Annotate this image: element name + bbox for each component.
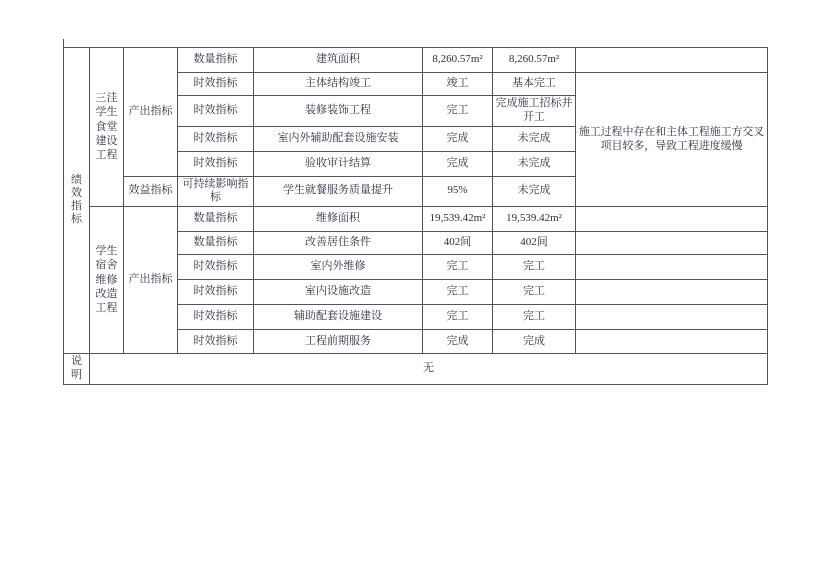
indicator-name-cell: 主体结构竣工 [254,73,423,96]
indicator-name-cell: 改善居住条件 [254,232,423,255]
remark-empty-cell [576,232,768,255]
indicator-name-cell: 工程前期服务 [254,330,423,354]
project1-name: 三洼学生食堂建设工程 [95,92,118,162]
target-value-cell: 402间 [423,232,493,255]
actual-value-cell: 8,260.57m² [493,48,576,73]
target-value-cell: 完工 [423,280,493,305]
target-value-cell: 95% [423,176,493,207]
actual-value-cell: 402间 [493,232,576,255]
remark-cell: 施工过程中存在和主体工程施工方交叉项目较多，导致工程进度缓慢 [576,73,768,207]
indicator-type-cell: 数量指标 [178,207,254,232]
table-row [64,207,768,232]
indicator-name-cell: 装修装饰工程 [254,96,423,127]
actual-value-cell: 完工 [493,305,576,330]
indicator-type-cell: 时效指标 [178,330,254,354]
indicator-type-cell: 时效指标 [178,73,254,96]
target-value-cell: 完成 [423,330,493,354]
table-row [64,354,768,385]
project2-name: 学生宿舍维修改造工程 [95,245,118,315]
target-value-cell: 8,260.57m² [423,48,493,73]
indicator-name-cell: 室内外辅助配套设施安装 [254,126,423,151]
actual-value-cell: 19,539.42m² [493,207,576,232]
left-border-continuation [63,39,64,47]
indicator-name-cell: 辅助配套设施建设 [254,305,423,330]
note-label-cell: 说明 [64,354,90,385]
indicator-name-cell: 室内外维修 [254,255,423,280]
actual-value-cell: 未完成 [493,126,576,151]
actual-value-cell: 完工 [493,255,576,280]
project2-name-cell [90,207,124,354]
indicator-type-cell: 时效指标 [178,255,254,280]
target-value-cell: 完工 [423,96,493,127]
performance-indicator-table [63,47,768,385]
remark-empty-cell [576,48,768,73]
target-value-cell: 完成 [423,126,493,151]
target-value-cell: 竣工 [423,73,493,96]
indicator-name-cell: 维修面积 [254,207,423,232]
actual-value-cell: 未完成 [493,176,576,207]
remark-empty-cell [576,207,768,232]
row-group-header-cell [64,48,90,354]
indicator-name-cell: 学生就餐服务质量提升 [254,176,423,207]
indicator-name-cell: 建筑面积 [254,48,423,73]
target-value-cell: 19,539.42m² [423,207,493,232]
note-value-cell: 无 [90,354,768,385]
output-indicator-group-cell: 产出指标 [124,48,178,177]
remark-empty-cell [576,330,768,354]
remark-empty-cell [576,280,768,305]
target-value-cell: 完工 [423,255,493,280]
performance-indicator-header: 绩效指标 [71,173,82,226]
indicator-type-cell: 可持续影响指标 [178,176,254,207]
actual-value-cell: 完工 [493,280,576,305]
benefit-indicator-group-cell: 效益指标 [124,176,178,207]
target-value-cell: 完成 [423,151,493,176]
actual-value-cell: 完成 [493,330,576,354]
project1-name-cell [90,48,124,207]
actual-value-cell: 基本完工 [493,73,576,96]
target-value-cell: 完工 [423,305,493,330]
indicator-type-cell: 时效指标 [178,96,254,127]
output-indicator-group-cell: 产出指标 [124,207,178,354]
actual-value-cell: 未完成 [493,151,576,176]
indicator-name-cell: 室内设施改造 [254,280,423,305]
table-row [64,48,768,73]
remark-empty-cell [576,255,768,280]
indicator-type-cell: 数量指标 [178,48,254,73]
remark-empty-cell [576,305,768,330]
indicator-type-cell: 时效指标 [178,280,254,305]
indicator-name-cell: 验收审计结算 [254,151,423,176]
actual-value-cell: 完成施工招标并开工 [493,96,576,127]
indicator-type-cell: 时效指标 [178,305,254,330]
indicator-type-cell: 数量指标 [178,232,254,255]
indicator-type-cell: 时效指标 [178,151,254,176]
indicator-type-cell: 时效指标 [178,126,254,151]
